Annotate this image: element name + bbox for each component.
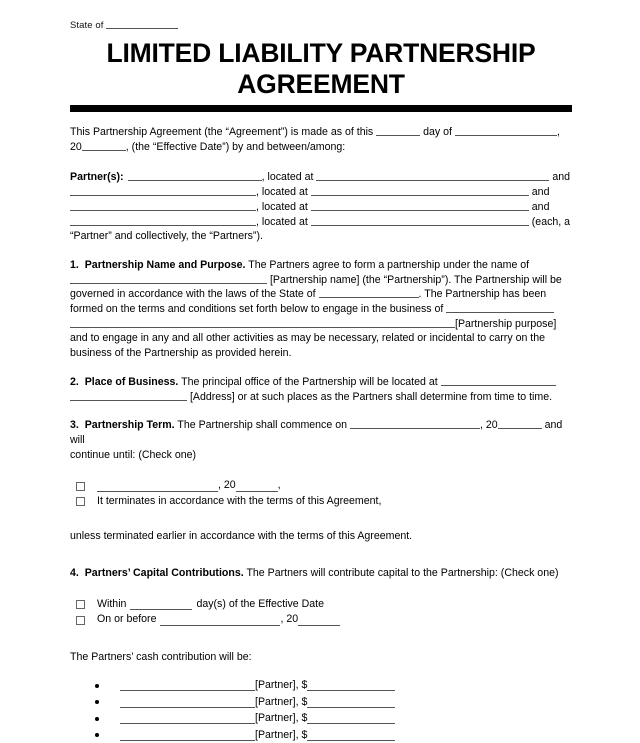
contribution-partner-blank-2[interactable] [120,698,255,708]
section-2-address-blank-a[interactable] [441,376,556,386]
section-1-number: 1. [70,258,79,271]
on-or-before-year-blank[interactable] [298,616,340,626]
list-item [70,727,572,743]
contribution-label-1: [Partner], $ [255,679,308,692]
section-1-text-4: . The Partnership has been [418,288,547,301]
section-3 [70,418,572,462]
partner-name-blank-4[interactable] [70,216,256,226]
section-2-heading: Place of Business. [84,375,179,388]
section-1-text-1: The Partners agree to form a partnership under the name of [248,258,530,271]
section-3-text-2: , 20 [479,419,498,432]
contribution-amount-blank-4[interactable] [307,731,395,741]
partners-label: Partner(s): [70,171,124,184]
contribution-amount-blank-2[interactable] [307,698,395,708]
state-of-blank[interactable] [106,19,178,29]
section-2-number: 2. [70,375,79,388]
cash-contribution-intro: The Partners’ cash contribution will be: [70,650,252,663]
term-date-tail: , [277,479,281,492]
checkbox-row[interactable] [70,478,572,494]
term-year-blank[interactable] [236,482,278,492]
section-1 [70,258,572,361]
section-1-text-2: [Partnership name] (the “Partnership”). The Partnership will be [269,273,562,286]
partner-row [70,170,572,185]
intro-text-4: , (the “Effective Date”) by and between/among: [125,140,346,153]
section-3-text-1: The Partnership shall commence on [177,419,347,432]
intro-paragraph: This Partnership Agreement (the “Agreement”) is made as of this day of , 20 , (the “Effective Date”) by and between/among: [70,126,560,153]
partners-block [70,170,572,244]
section-2 [70,375,572,404]
checkbox-term-agreement[interactable] [76,497,85,506]
bullet-icon [95,733,99,737]
section-1-purpose-blank-b[interactable] [70,318,455,328]
section-4-heading: Partners’ Capital Contributions. [84,567,244,580]
partner-and-1: and [552,171,571,184]
checkbox-row[interactable] [70,494,572,510]
page-title [70,38,572,100]
section-3-commence-blank[interactable] [350,419,480,429]
partner-and-2: and [531,186,550,199]
title-line-1: LIMITED LIABILITY PARTNERSHIP [106,38,536,68]
title-line-2: AGREEMENT [237,69,405,99]
on-or-before-label: On or before [97,613,157,626]
partner-address-blank-3[interactable] [311,201,529,211]
contribution-amount-blank-3[interactable] [307,714,395,724]
list-item [70,710,572,727]
list-item [70,677,572,694]
bullet-icon [95,717,99,721]
contribution-label-4: [Partner], $ [255,728,308,741]
checkbox-on-or-before[interactable] [76,616,85,625]
within-label: Within [97,597,127,610]
term-date-suffix: , 20 [218,479,236,492]
intro-text-2: day of [423,126,452,138]
contribution-partner-blank-4[interactable] [120,731,255,741]
partner-name-blank-1[interactable] [128,171,262,181]
checkbox-term-date[interactable] [76,482,85,491]
intro-month-blank[interactable] [455,126,557,136]
intro-text-1: This Partnership Agreement (the “Agreement”) is made as of this [70,126,374,138]
section-4-text-1: The Partners will contribute capital to the Partnership: (Check one) [246,567,559,580]
section-4 [70,566,572,581]
bullet-icon [95,700,99,704]
partner-row [70,185,572,200]
partners-closing-line: “Partner” and collectively, the “Partners”). [70,230,263,243]
section-1-name-blank[interactable] [70,274,267,284]
contribution-label-2: [Partner], $ [255,695,308,708]
partner-row [70,200,572,215]
bullet-icon [95,684,99,688]
partner-located-2: , located at [256,186,308,199]
term-agreement-label: It terminates in accordance with the terms of this Agreement, [97,494,382,507]
section-4-options [70,597,572,628]
within-days-blank[interactable] [130,600,192,610]
intro-text-3: 20 [70,140,82,153]
section-1-heading: Partnership Name and Purpose. [84,258,246,271]
section-3-text-4: continue until: (Check one) [70,448,197,461]
partner-name-blank-3[interactable] [70,201,256,211]
on-or-before-suffix: , 20 [280,613,299,626]
contribution-label-3: [Partner], $ [255,712,308,725]
section-3-options [70,478,572,509]
intro-day-blank[interactable] [376,126,420,136]
partner-address-blank-2[interactable] [311,186,529,196]
section-1-text-7: and to engage in any and all other activities as may be necessary, related or incidental to carry on the [70,332,546,345]
partner-located-3: , located at [256,200,308,213]
checkbox-row[interactable] [70,597,572,613]
contribution-amount-blank-1[interactable] [307,681,395,691]
partner-address-blank-4[interactable] [311,216,529,226]
contribution-partner-blank-1[interactable] [120,681,255,691]
section-1-purpose-blank-a[interactable] [446,303,554,313]
partner-name-blank-2[interactable] [70,186,256,196]
within-suffix: day(s) of the Effective Date [196,597,325,610]
list-item [70,694,572,711]
state-of-label: State of [70,20,104,31]
partner-each-a: (each, a [531,215,571,228]
state-of-line [70,0,572,32]
section-2-text-1: The principal office of the Partnership will be located at [181,375,438,388]
term-date-blank[interactable] [97,482,218,492]
partner-and-3: and [531,200,550,213]
partner-address-blank-1[interactable] [316,171,549,181]
section-4-number: 4. [70,567,79,580]
on-or-before-date-blank[interactable] [160,616,280,626]
section-3-year-blank[interactable] [498,419,542,429]
contribution-list [70,677,572,743]
section-1-text-8: business of the Partnership as provided herein. [70,347,292,360]
partner-located-1: , located at [261,171,314,184]
partner-row [70,215,572,230]
document-body [70,0,572,743]
partner-located-4: , located at [256,215,308,228]
checkbox-within-days[interactable] [76,600,85,609]
checkbox-row[interactable] [70,612,572,628]
contribution-partner-blank-3[interactable] [120,714,255,724]
title-divider [70,105,572,112]
section-1-state-blank[interactable] [319,288,419,298]
section-3-text-3: and will [70,419,563,446]
section-1-text-6: [Partnership purpose] [455,317,557,330]
section-3-number: 3. [70,419,79,432]
section-1-text-3: governed in accordance with the laws of the State of [70,288,316,301]
section-1-text-5: formed on the terms and conditions set forth below to engage in the business of [70,303,444,316]
section-2-text-2: [Address] or at such places as the Partners shall determine from time to time. [189,390,553,403]
section-2-address-blank-b[interactable] [70,391,187,401]
intro-year-blank[interactable] [82,141,126,151]
section-3-closing: unless terminated earlier in accordance with the terms of this Agreement. [70,530,413,543]
section-3-heading: Partnership Term. [84,419,175,432]
